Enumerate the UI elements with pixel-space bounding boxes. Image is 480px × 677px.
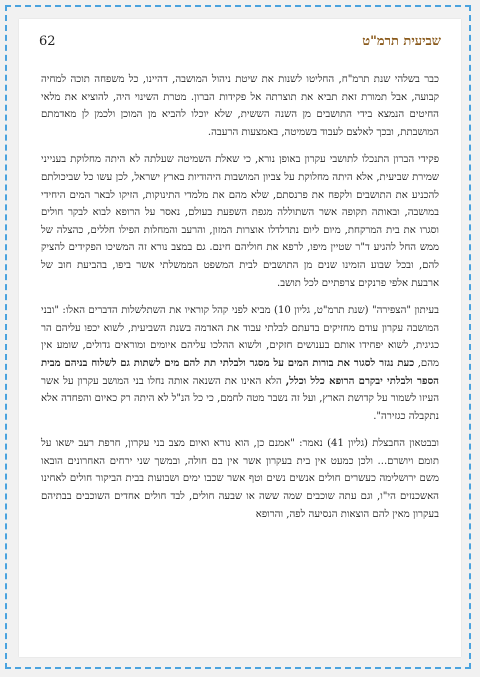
document-page [19, 19, 461, 657]
paragraph [41, 151, 439, 292]
paragraph [41, 71, 439, 141]
bold-text: כעת נגזר לסגור את בורות המים על מסגר ולבלתי תת להם מים לשתות גם לשלוח בניהם מבית הספר ולבלתי יבקרם הרופא כלל וכלל, [41, 357, 439, 387]
paragraph [41, 435, 439, 523]
body-text [41, 71, 439, 533]
page-number: 62 [39, 33, 56, 49]
paragraph-text: בעיתון "הצפירה" (שנת תרמ"ט, גליון 10) מביא לפני קהל קוראיו את השתלשלות הדברים האלו: "ובני המושבה עקרון עודם מחזיקים בדעתם לבלתי עבוד את האדמה בשנת השביעית, לשוא יכפו עליהם הר כגיגית, לשוא יפחידו אותם בענושים חזקים, ולשוא ההלכו עליהם איומים ומוראים גדולים, שומע אין מהם, [41, 305, 439, 369]
paragraph-text: כבר בשלהי שנת תרמ"ח, החליטו לשנות את שיטת ניהול המושבה, דהיינו, כל משפחה תוכה למחיה קבועה, אבל תמורת זאת תביא את תוצרתה אל פקידות הברון. מטרת השינוי היה, להוציא את מלאי החיטים הנמצא בידי התושבים מן השנה הששית, שלא יוכלו להביא מן המוכן ולכמן לן מאדמתם המושבתת, ובכך לאלצם לעבוד בשמיטה, באמצעות הרעבה. [41, 74, 439, 138]
paragraph-text: פקידי הברון התנכלו לתושבי עקרון באופן נורא, כי שאלת השמיטה שעלתה לא היתה מחלוקת בענייני שמירת שביעית, אלא היתה מחלוקת על צביון המושבות היהודיות בארץ ישראל, לכן עשו כל שביכולתם להכניע את התושבים ולקפח את פרנסתם, שלא מהם את מלמדי התינוקות, הזיקו לבאר המים היחידי במושבה, ובאותה תקופה אשר השתוללה מגפת השפעת בעולם, נאסר על הרופא לבוא לבקר חולים וסגרו את בית המרקחת, מיום ליום נתדלדלו אוצרות המזון, והרעב והמחלות הפילו חללים, כהצלה של ממש החל להגיע ד"ר שטיין מיפו, לרפא את חוליהם חינם. גם במצב נורא זה המשיכו הפקידים להציק להם, ובכל שבוע הזמינו שנים מן התושבים לבית המשפט הממשלתי אשר ביפו, בהביעת חוב של ארבעת אלפי פרנקים צרפתיים לכל תושב. [41, 154, 439, 289]
paragraph-text: ובבטאון החבצלת (גליון 41) נאמר: "אמנם כן, הוא נורא ואיום מצב בני עקרון, חרפת רעב ישאו על תומם ויושרם... ולכן כמעט אין בית בעקרון אשר אין בם חולה, ובמשך שני ירחים האחרונים הובאו משם ירושלימה כעשרים חולים אנשים נשים וטף אשר שכבו ימים ושבועות בבית הביקור חולים לאחינו האשכנזים הי"ו, וגם עתה שוכבים שמה ששה או שבעה חולים, לבד חולים אחדים השוכבים בבתיהם בעקרון מאין להם הוצאות הנסיעה לפה, והרופא [41, 438, 439, 520]
running-title: שביעית תרמ"ט [362, 34, 441, 49]
page-header [39, 29, 441, 53]
paragraph [41, 302, 439, 425]
paragraph-text: הלא האינו את השנאה אותה נחלו בני המושב עקרון על אשר העיזו לשמור על קדושת הארץ, ועל זה נשבר מטה לחמם, כי כל הנ"ל לא היתה רק כאיום והפחדה אלא נתקבלה כגזירה". [41, 375, 439, 422]
